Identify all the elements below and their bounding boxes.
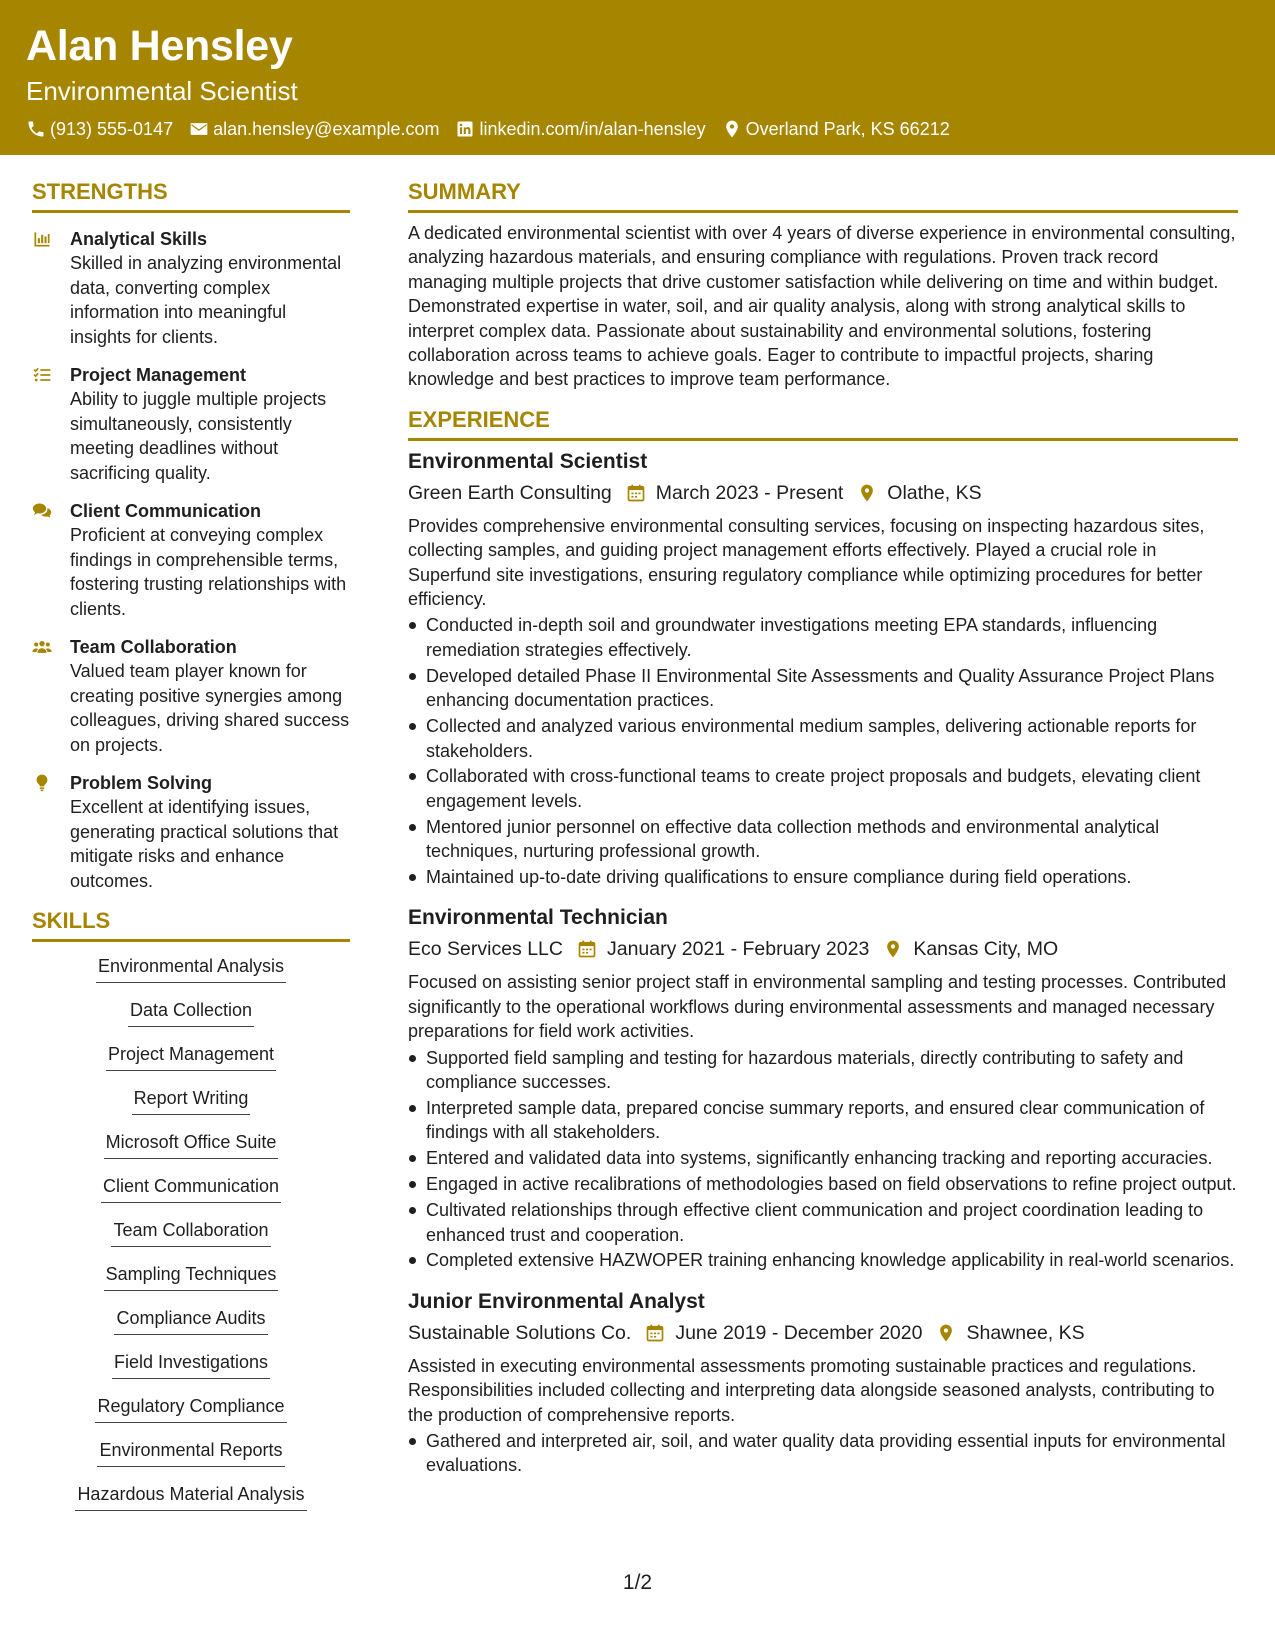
strength-desc: Excellent at identifying issues, generating practical solutions that mitigate risks and enhance outcomes. bbox=[70, 797, 339, 891]
skill-tag: Report Writing bbox=[132, 1086, 251, 1115]
job-bullet: Cultivated relationships through effective client communication and project coordination leading to enhanced trust and cooperation. bbox=[408, 1198, 1238, 1247]
lightbulb-icon bbox=[32, 771, 70, 893]
job-description: Assisted in executing environmental assessments promoting sustainable practices and regulations. Responsibilities included collecting and interpreting data alongside seasoned analysts, contributing to the production of comprehensive reports. bbox=[408, 1355, 1215, 1425]
checklist-icon bbox=[32, 363, 70, 485]
strength-title: Project Management bbox=[70, 365, 247, 385]
right-column bbox=[408, 178, 1238, 1479]
job-description: Focused on assisting senior project staff in environmental sampling and testing processes. Contributed significantly to the operational workflows during environmental assessments and managed necessary preparations for field work activities. bbox=[408, 972, 1227, 1042]
skills-heading: SKILLS bbox=[32, 907, 350, 942]
strength-title: Team Collaboration bbox=[70, 637, 237, 657]
job-entry bbox=[408, 1289, 1238, 1478]
skill-tag: Sampling Techniques bbox=[104, 1262, 279, 1291]
summary-heading: SUMMARY bbox=[408, 178, 1238, 213]
job-company: Eco Services LLC bbox=[408, 938, 563, 961]
job-meta bbox=[408, 936, 1238, 962]
job-bullet: Supported field sampling and testing for hazardous materials, directly contributing to safety and compliance successes. bbox=[408, 1046, 1238, 1095]
job-dates: June 2019 - December 2020 bbox=[675, 1321, 923, 1344]
map-pin-icon bbox=[883, 938, 903, 960]
phone-icon bbox=[26, 119, 46, 139]
job-title: Environmental Scientist bbox=[408, 449, 648, 473]
job-location: Kansas City, MO bbox=[913, 938, 1059, 961]
strengths-list bbox=[32, 227, 350, 893]
job-bullet: Collaborated with cross-functional teams to create project proposals and budgets, elevating client engagement levels. bbox=[408, 764, 1238, 813]
strength-desc: Proficient at conveying complex findings in comprehensible terms, fostering trusting relationships with clients. bbox=[70, 525, 347, 619]
job-bullet: Developed detailed Phase II Environmental Site Assessments and Quality Assurance Project Plans enhancing documentation practices. bbox=[408, 664, 1238, 713]
job-description: Provides comprehensive environmental consulting services, focusing on inspecting hazardous sites, collecting samples, and guiding project management efforts effectively. Played a crucial role in Superfund site investigations, ensuring regulatory compliance while optimizing procedures for better efficiency. bbox=[408, 515, 1205, 610]
chat-bubbles-icon bbox=[32, 499, 70, 621]
map-pin-icon bbox=[857, 482, 877, 504]
experience-heading: EXPERIENCE bbox=[408, 406, 1238, 441]
job-title: Environmental Technician bbox=[408, 906, 668, 930]
job-company: Green Earth Consulting bbox=[408, 481, 612, 504]
strength-title: Client Communication bbox=[70, 501, 262, 521]
envelope-icon bbox=[189, 119, 209, 139]
skill-tag: Hazardous Material Analysis bbox=[75, 1482, 306, 1511]
job-entry bbox=[408, 449, 1238, 890]
job-meta bbox=[408, 1320, 1238, 1346]
skills-list bbox=[32, 954, 350, 1526]
calendar-icon bbox=[645, 1322, 665, 1344]
strength-title: Problem Solving bbox=[70, 773, 213, 793]
job-meta bbox=[408, 480, 1238, 506]
skill-tag: Field Investigations bbox=[112, 1350, 270, 1379]
page-number: 1/2 bbox=[622, 1571, 653, 1594]
job-company: Sustainable Solutions Co. bbox=[408, 1321, 632, 1344]
job-bullet: Conducted in-depth soil and groundwater investigations meeting EPA standards, influencing remediation strategies effectively. bbox=[408, 613, 1238, 662]
contact-bar bbox=[26, 118, 1249, 140]
job-location: Olathe, KS bbox=[887, 481, 982, 504]
candidate-role: Environmental Scientist bbox=[26, 76, 298, 106]
strength-item bbox=[32, 771, 350, 893]
skill-tag: Data Collection bbox=[128, 998, 254, 1027]
skill-tag: Client Communication bbox=[101, 1174, 281, 1203]
job-dates: January 2021 - February 2023 bbox=[606, 938, 870, 961]
job-location: Shawnee, KS bbox=[966, 1321, 1085, 1344]
strengths-heading: STRENGTHS bbox=[32, 178, 350, 213]
job-title: Junior Environmental Analyst bbox=[408, 1289, 705, 1313]
strength-item bbox=[32, 363, 350, 485]
strength-title: Analytical Skills bbox=[70, 229, 208, 249]
job-bullet: Collected and analyzed various environmental medium samples, delivering actionable reports for stakeholders. bbox=[408, 714, 1238, 763]
skill-tag: Project Management bbox=[106, 1042, 276, 1071]
strength-item bbox=[32, 635, 350, 757]
email-link[interactable]: alan.hensley@example.com bbox=[213, 119, 440, 139]
skill-tag: Compliance Audits bbox=[114, 1306, 267, 1335]
skill-tag: Regulatory Compliance bbox=[95, 1394, 286, 1423]
job-bullet: Interpreted sample data, prepared concise summary reports, and ensured clear communication of findings with all stakeholders. bbox=[408, 1096, 1238, 1145]
strength-desc: Ability to juggle multiple projects simultaneously, consistently meeting deadlines without sacrificing quality. bbox=[70, 389, 327, 483]
linkedin-icon bbox=[455, 119, 475, 139]
job-bullets bbox=[408, 1429, 1238, 1478]
team-icon bbox=[32, 635, 70, 757]
job-bullet: Entered and validated data into systems, significantly enhancing tracking and reporting accuracies. bbox=[408, 1146, 1238, 1170]
job-bullet: Gathered and interpreted air, soil, and water quality data providing essential inputs for environmental evaluations. bbox=[408, 1429, 1238, 1478]
job-bullet: Mentored junior personnel on effective data collection methods and environmental analytical techniques, nurturing professional growth. bbox=[408, 815, 1238, 864]
skill-tag: Environmental Reports bbox=[97, 1438, 284, 1467]
skill-tag: Team Collaboration bbox=[111, 1218, 270, 1247]
job-bullets bbox=[408, 1046, 1238, 1273]
contact-linkedin[interactable] bbox=[455, 118, 705, 140]
calendar-icon bbox=[577, 938, 597, 960]
map-pin-icon bbox=[936, 1322, 956, 1344]
linkedin-link[interactable]: linkedin.com/in/alan-hensley bbox=[479, 119, 706, 139]
job-bullet: Maintained up-to-date driving qualifications to ensure compliance during field operations. bbox=[408, 865, 1238, 889]
job-dates: March 2023 - Present bbox=[655, 481, 844, 504]
skill-tag: Microsoft Office Suite bbox=[104, 1130, 279, 1159]
left-column bbox=[32, 178, 350, 1526]
summary-text: A dedicated environmental scientist with over 4 years of diverse experience in environmental consulting, analyzing hazardous materials, and ensuring compliance with regulations. Proven track record managing multiple projects that drive customer satisfaction while delivering on time and within budget. Demonstrated expertise in water, soil, and air quality analysis, along with strong analytical skills to interpret complex data. Passionate about sustainability and environmental solutions, fostering collaboration across teams to achieve goals. Eager to contribute to impactful projects, sharing knowledge and best practices to improve team performance. bbox=[408, 223, 1236, 390]
location-text: Overland Park, KS 66212 bbox=[745, 119, 950, 139]
skill-tag: Environmental Analysis bbox=[96, 954, 286, 983]
map-pin-icon bbox=[722, 119, 742, 139]
job-entry bbox=[408, 905, 1238, 1272]
contact-location bbox=[722, 118, 950, 140]
strength-desc: Skilled in analyzing environmental data, converting complex information into meaningful insights for clients. bbox=[70, 253, 342, 347]
contact-email[interactable] bbox=[189, 118, 439, 140]
job-bullet: Engaged in active recalibrations of methodologies based on field observations to refine project output. bbox=[408, 1172, 1238, 1196]
strength-desc: Valued team player known for creating positive synergies among colleagues, driving shared success on projects. bbox=[70, 661, 350, 755]
strength-item bbox=[32, 227, 350, 349]
bar-chart-icon bbox=[32, 227, 70, 349]
strength-item bbox=[32, 499, 350, 621]
phone-text: (913) 555-0147 bbox=[50, 119, 174, 139]
job-bullet: Completed extensive HAZWOPER training enhancing knowledge applicability in real-world scenarios. bbox=[408, 1248, 1238, 1272]
contact-phone bbox=[26, 118, 173, 140]
calendar-icon bbox=[626, 482, 646, 504]
job-bullets bbox=[408, 613, 1238, 889]
resume-header bbox=[0, 0, 1275, 155]
candidate-name: Alan Hensley bbox=[26, 22, 293, 70]
